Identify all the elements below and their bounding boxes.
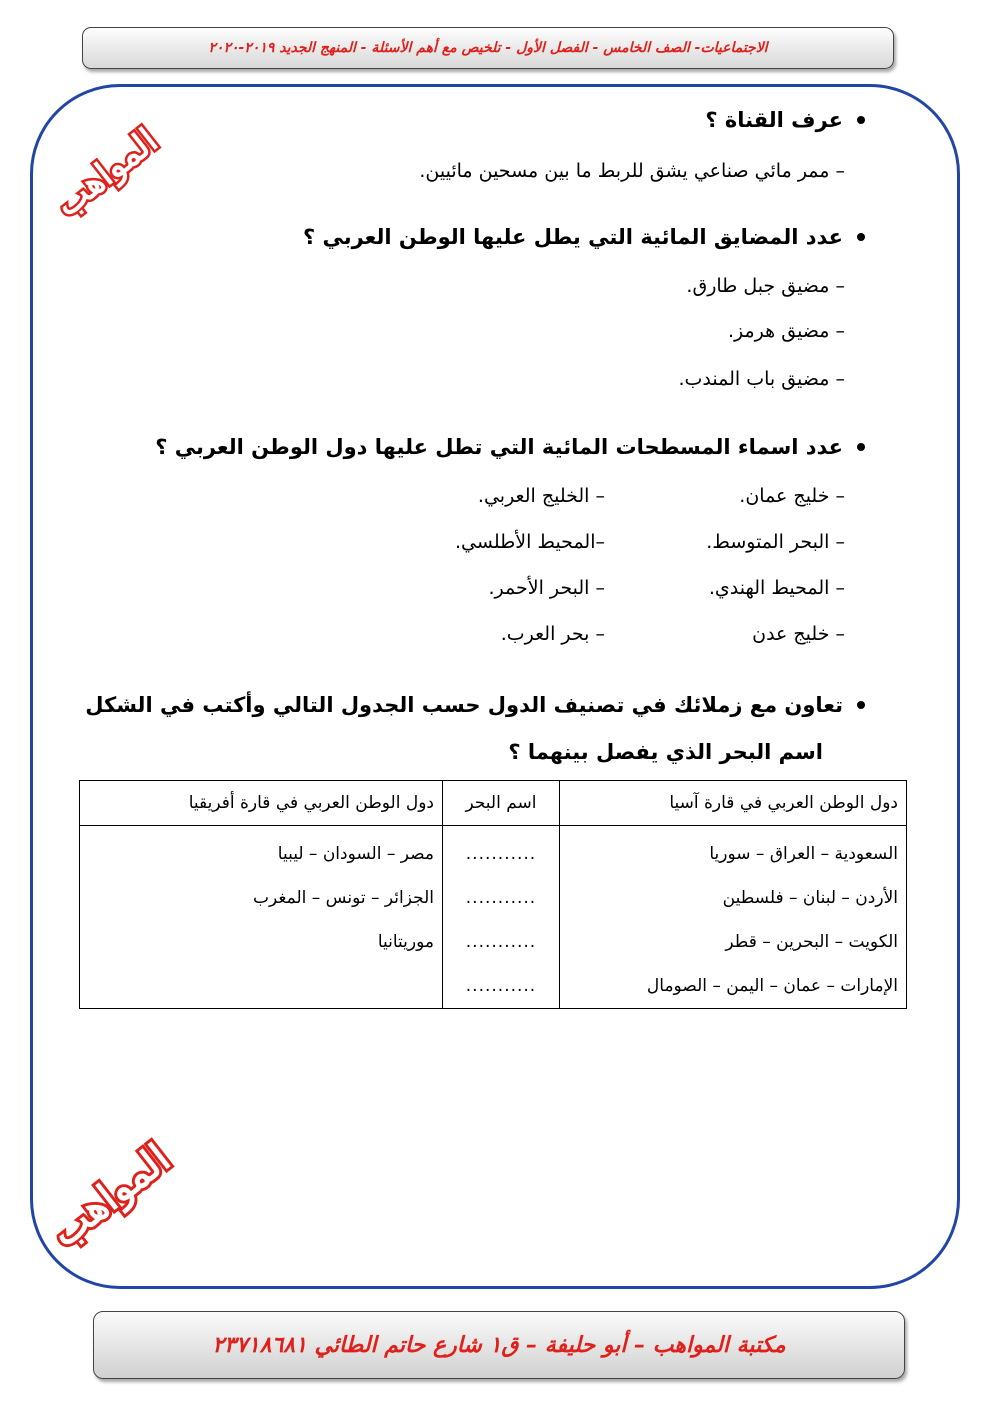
footer-text: مكتبة المواهب – أبو حليفة – ق١ شارع حاتم الطائي ٢٣٧١٨٦٨١	[212, 1332, 786, 1358]
table-cell-africa: مصر – السودان – ليبيا	[80, 826, 443, 877]
q2-answer-1: – مضيق جبل طارق.	[686, 275, 845, 297]
header-bar	[82, 27, 894, 69]
table-header-africa: دول الوطن العربي في قارة أفريقيا	[80, 781, 443, 826]
q3-left-2: –المحيط الأطلسي.	[455, 531, 605, 553]
bullet-icon	[857, 233, 865, 241]
logo-top	[46, 112, 166, 232]
q3-right-4: – خليج عدن	[752, 623, 845, 645]
countries-table	[79, 780, 907, 1009]
bullet-icon	[857, 701, 865, 709]
table-cell-asia: الإمارات – عمان – اليمن – الصومال	[560, 964, 907, 1009]
table-cell-asia: السعودية – العراق – سوريا	[560, 826, 907, 877]
table-row	[80, 964, 907, 1009]
bullet-icon	[857, 116, 865, 124]
table-row	[80, 826, 907, 877]
q2-question-text: عدد المضايق المائية التي يطل عليها الوطن العربي ؟	[302, 225, 843, 249]
q1-question-text: عرف القناة ؟	[705, 108, 843, 132]
logo-bottom	[40, 1125, 180, 1265]
table-cell-africa	[80, 964, 443, 1009]
table-cell-asia: الأردن – لبنان – فلسطين	[560, 876, 907, 920]
table-cell-sea[interactable]: ...........	[443, 826, 560, 877]
table-cell-asia: الكويت – البحرين – قطر	[560, 920, 907, 964]
q2-answer-3: – مضيق باب المندب.	[678, 368, 845, 390]
q1-answer: – ممر مائي صناعي يشق للربط ما بين مسحين مائيين.	[419, 160, 845, 182]
table-row	[80, 920, 907, 964]
q1-question	[705, 108, 865, 132]
q3-right-3: – المحيط الهندي.	[708, 577, 845, 599]
q3-right-1: – خليج عمان.	[739, 485, 845, 507]
table-header-sea: اسم البحر	[443, 781, 560, 826]
q2-question	[303, 225, 865, 249]
q3-left-3: – البحر الأحمر.	[488, 577, 605, 599]
q4-question-line2: اسم البحر الذي يفصل بينهما ؟	[508, 740, 823, 764]
logo-bottom-graphic	[40, 1125, 180, 1265]
table-header-row	[80, 781, 907, 826]
table-row	[80, 876, 907, 920]
table-header-asia: دول الوطن العربي في قارة آسيا	[560, 781, 907, 826]
table-cell-sea[interactable]: ...........	[443, 920, 560, 964]
table-cell-africa: موريتانيا	[80, 920, 443, 964]
logo-top-graphic	[46, 112, 166, 232]
header-title: الاجتماعيات- الصف الخامس - الفصل الأول - تلخيص مع أهم الأسئلة - المنهج الجديد ٢٠١٩-٢٠٢٠	[208, 40, 768, 56]
bullet-icon	[857, 443, 865, 451]
q2-answer-2: – مضيق هرمز.	[727, 320, 845, 342]
page-frame	[30, 84, 960, 1289]
logo-top-text: المواهب	[47, 120, 166, 225]
q4-question-line1: تعاون مع زملائك في تصنيف الدول حسب الجدول التالي وأكتب في الشكل	[85, 693, 843, 717]
q3-right-2: – البحر المتوسط.	[706, 531, 845, 553]
table-cell-sea[interactable]: ...........	[443, 876, 560, 920]
q3-question-text: عدد اسماء المسطحات المائية التي تطل عليها دول الوطن العربي ؟	[155, 435, 843, 459]
table-cell-africa: الجزائر – تونس – المغرب	[80, 876, 443, 920]
q3-left-4: – بحر العرب.	[500, 623, 605, 645]
q4-question	[85, 693, 865, 717]
q3-left-1: – الخليج العربي.	[477, 485, 605, 507]
footer-bar	[93, 1311, 905, 1379]
table-cell-sea[interactable]: ...........	[443, 964, 560, 1009]
q3-question	[155, 435, 865, 459]
logo-bottom-text: المواهب	[42, 1135, 179, 1257]
